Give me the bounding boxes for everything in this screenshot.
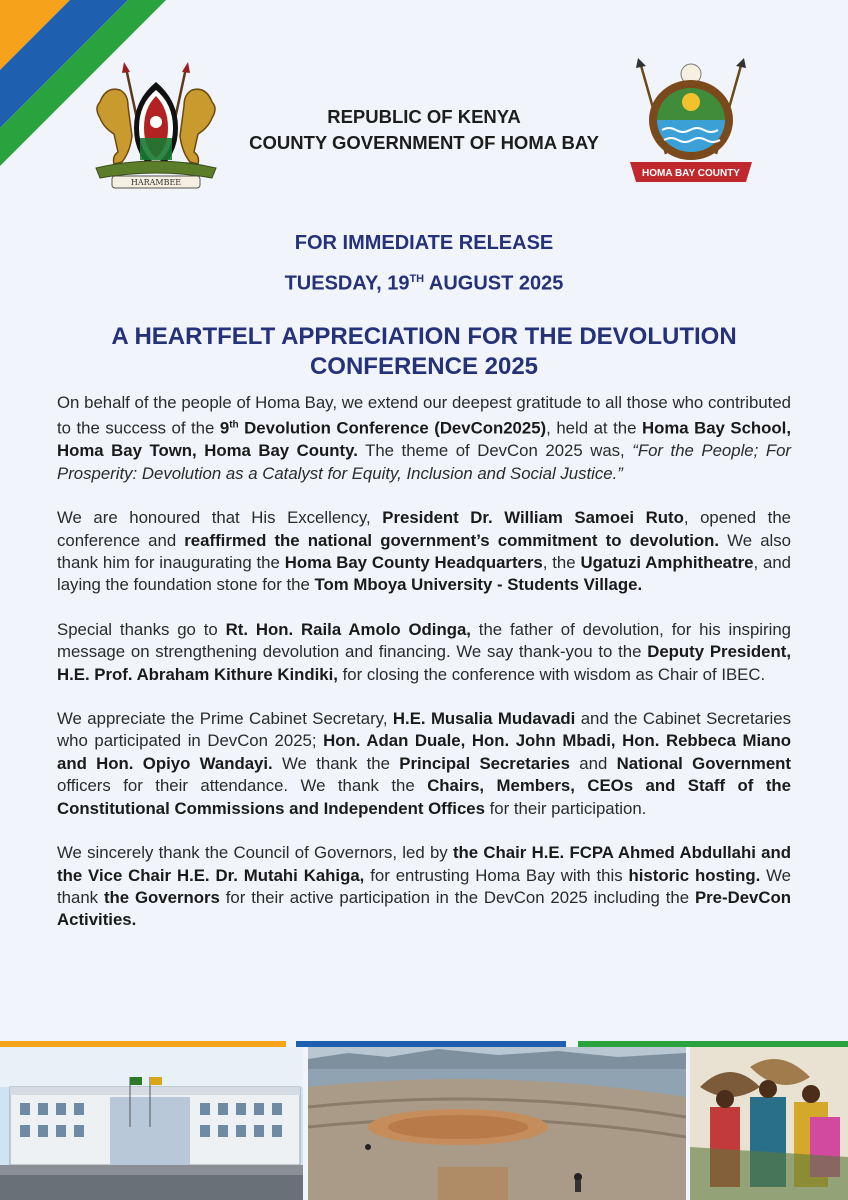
- county-headquarters-photo: [0, 1047, 303, 1200]
- header-line-republic: REPUBLIC OF KENYA: [327, 106, 521, 127]
- ugatuzi-amphitheatre-photo: [308, 1047, 686, 1200]
- paragraph-4: We appreciate the Prime Cabinet Secretary, H.E. Musalia Mudavadi and the Cabinet Secretaries who participated in DevCon 2025; Hon. Adan Duale, Hon. John Mbadi, Hon. Rebbeca Miano and Hon. Opiyo Wandayi. We thank the Principal Secretaries and National Government officers for their attendance. We thank the Chairs, Members, CEOs and Staff of the Constitutional Commissions and Independent Offices for their participation.: [57, 709, 792, 818]
- cultural-dancers-photo: [690, 1047, 848, 1200]
- paragraph-3: Special thanks go to Rt. Hon. Raila Amolo Odinga, the father of devolution, for his inspiring message on strengthening devolution and financing. We say thank-you to the Deputy President, H.E. Prof. Abraham Kithure Kindiki, for closing the conference with wisdom as Chair of IBEC.: [57, 619, 791, 684]
- header-line-county: COUNTY GOVERNMENT OF HOMA BAY: [249, 132, 599, 153]
- paragraph-5: We sincerely thank the Council of Governors, led by the Chair H.E. FCPA Ahmed Abdullahi and the Vice Chair H.E. Dr. Mutahi Kahiga, for entrusting Homa Bay with this historic hosting. We thank the Governors for their active participation in the DevCon 2025 including the Pre-DevCon Activities.: [57, 843, 792, 930]
- headline: A HEARTFELT APPRECIATION FOR THE DEVOLUTION CONFERENCE 2025: [111, 323, 737, 380]
- press-release-body: [57, 392, 791, 954]
- paragraph-1: On behalf of the people of Homa Bay, we extend our deepest gratitude to all those who contributed to the success of the 9th Devolution Conference (DevCon2025), held at the Homa Bay School, Homa Bay Town, Homa Bay County. The theme of DevCon 2025 was, “For the People; For Prosperity: Devolution as a Catalyst for Equity, Inclusion and Social Justice.”: [57, 393, 791, 483]
- release-label: FOR IMMEDIATE RELEASE: [294, 232, 554, 254]
- seal-label: HOMA BAY COUNTY: [642, 168, 740, 179]
- homa-bay-county-seal-icon: [622, 58, 760, 192]
- header-title: [200, 104, 648, 156]
- release-block: [0, 225, 848, 302]
- paragraph-2: We are honoured that His Excellency, President Dr. William Samoei Ruto, opened the conference and reaffirmed the national government’s commitment to devolution. We also thank him for inaugurating the Homa Bay County Headquarters, the Ugatuzi Amphitheatre, and laying the foundation stone for the Tom Mboya University - Students Village.: [57, 508, 792, 595]
- coat-motto: HARAMBEE: [130, 178, 182, 187]
- release-date: TUESDAY, 19TH AUGUST 2025: [284, 272, 564, 295]
